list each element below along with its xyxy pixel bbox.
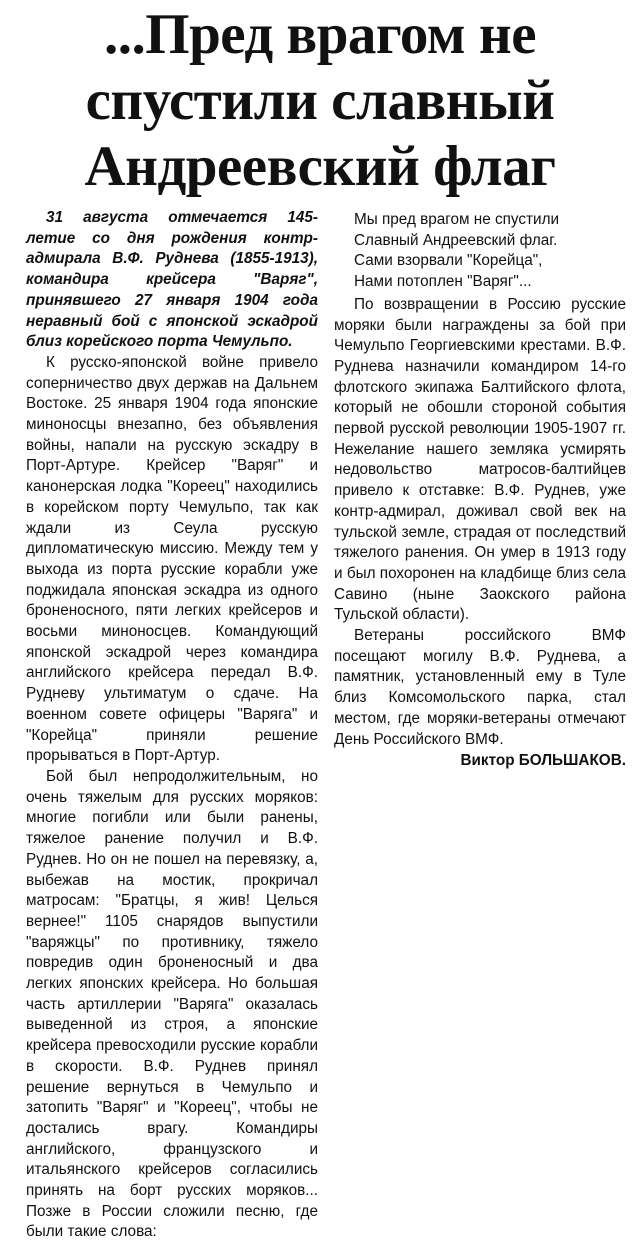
poem-line: Сами взорвали "Корейца", <box>354 252 543 270</box>
poem-line: Славный Андреевский флаг. <box>354 231 558 249</box>
poem-quote <box>354 210 626 293</box>
body-paragraph: К русско-японской войне привело соперничество двух держав на Дальнем Востоке. 25 января 1904 года японские миноносцы внезапно, без объявления войны, напали на русскую эскадру в Порт-Артуре. Крейсер "Варяг" и канонерская лодка "Кореец" находились в корейском порту Чемульпо, так как ждали из Сеула русскую дипломатическую миссию. Между тем у выхода из порта русские корабли уже поджидала японская эскадра из одного броненосного, пяти легких крейсеров и восьми миноносцев. Командующий японской эскадрой через командира английского крейсера передал В.Ф. Рудневу ультиматум о сдаче. На военном совете офицеры "Варяга" и "Корейца" приняли решение прорываться в Порт-Артур. <box>26 353 318 765</box>
poem-line: Мы пред врагом не спустили <box>354 211 560 228</box>
headline-line: ...Пред врагом не <box>104 3 536 66</box>
article-body <box>26 208 626 1241</box>
column-right <box>334 208 626 998</box>
headline-line: спустили славный <box>85 69 555 132</box>
poem-line: Нами потоплен "Варяг"... <box>354 273 532 291</box>
body-paragraph: По возвращении в Россию русские моряки были награждены за бой при Чемульпо Георгиевскими крестами. В.Ф. Руднева назначили командиром 14-го флотского экипажа Балтийского флота, который не обошли стороной события первой русской революции 1905-1907 гг. Нежелание нашего земляка усмирять недовольство матросов-балтийцев привело к отставке: В.Ф. Руднев, уже контр-адмирал, доживал свой век на тульской земле, страдая от последствий тяжелого ранения. Он умер в 1913 году и был похоронен на кладбище близ села Савино (ныне Заокского района Тульской области). <box>334 295 626 624</box>
body-paragraph: Ветераны российского ВМФ посещают могилу В.Ф. Руднева, а памятник, установленный ему в Туле близ Комсомольского парка, стал местом, где моряки-ветераны отмечают День Российского ВМФ. <box>334 627 626 748</box>
headline <box>0 2 640 200</box>
headline-line: Андреевский флаг <box>84 135 556 198</box>
body-paragraph: Бой был непродолжительным, но очень тяжелым для русских моряков: многие погибли или были ранены, тяжелое ранение получил и В.Ф. Руднев. Но он не пошел на перевязку, а, выбежав на мостик, прокричал матросам: "Братцы, я жив! Целься вернее!" 1105 снарядов выпустили "варяжцы" по противнику, тяжело повредив один броненосный и два легких японских крейсера. Но большая часть артиллерии "Варяга" оказалась выведенной из строя, а японские крейсера превосходили русские корабли в скорости. В.Ф. Руднев принял решение вернуться в Чемульпо и затопить "Варяг" и "Кореец", чтобы не достались врагу. Командиры английского, французского и итальянского крейсеров согласились принять на борт русских моряков... Позже в России сложили песню, где были такие слова: <box>26 767 318 1241</box>
column-left <box>26 208 318 1241</box>
author-signature: Виктор БОЛЬШАКОВ. <box>460 752 626 770</box>
lead-paragraph: 31 августа отмечается 145-летие со дня рождения контр-адмирала В.Ф. Руднева (1855-1913), командира крейсера "Варяг", принявшего 27 января 1904 года неравный бой с японской эскадрой близ корейского порта Чемульпо. <box>26 209 318 351</box>
